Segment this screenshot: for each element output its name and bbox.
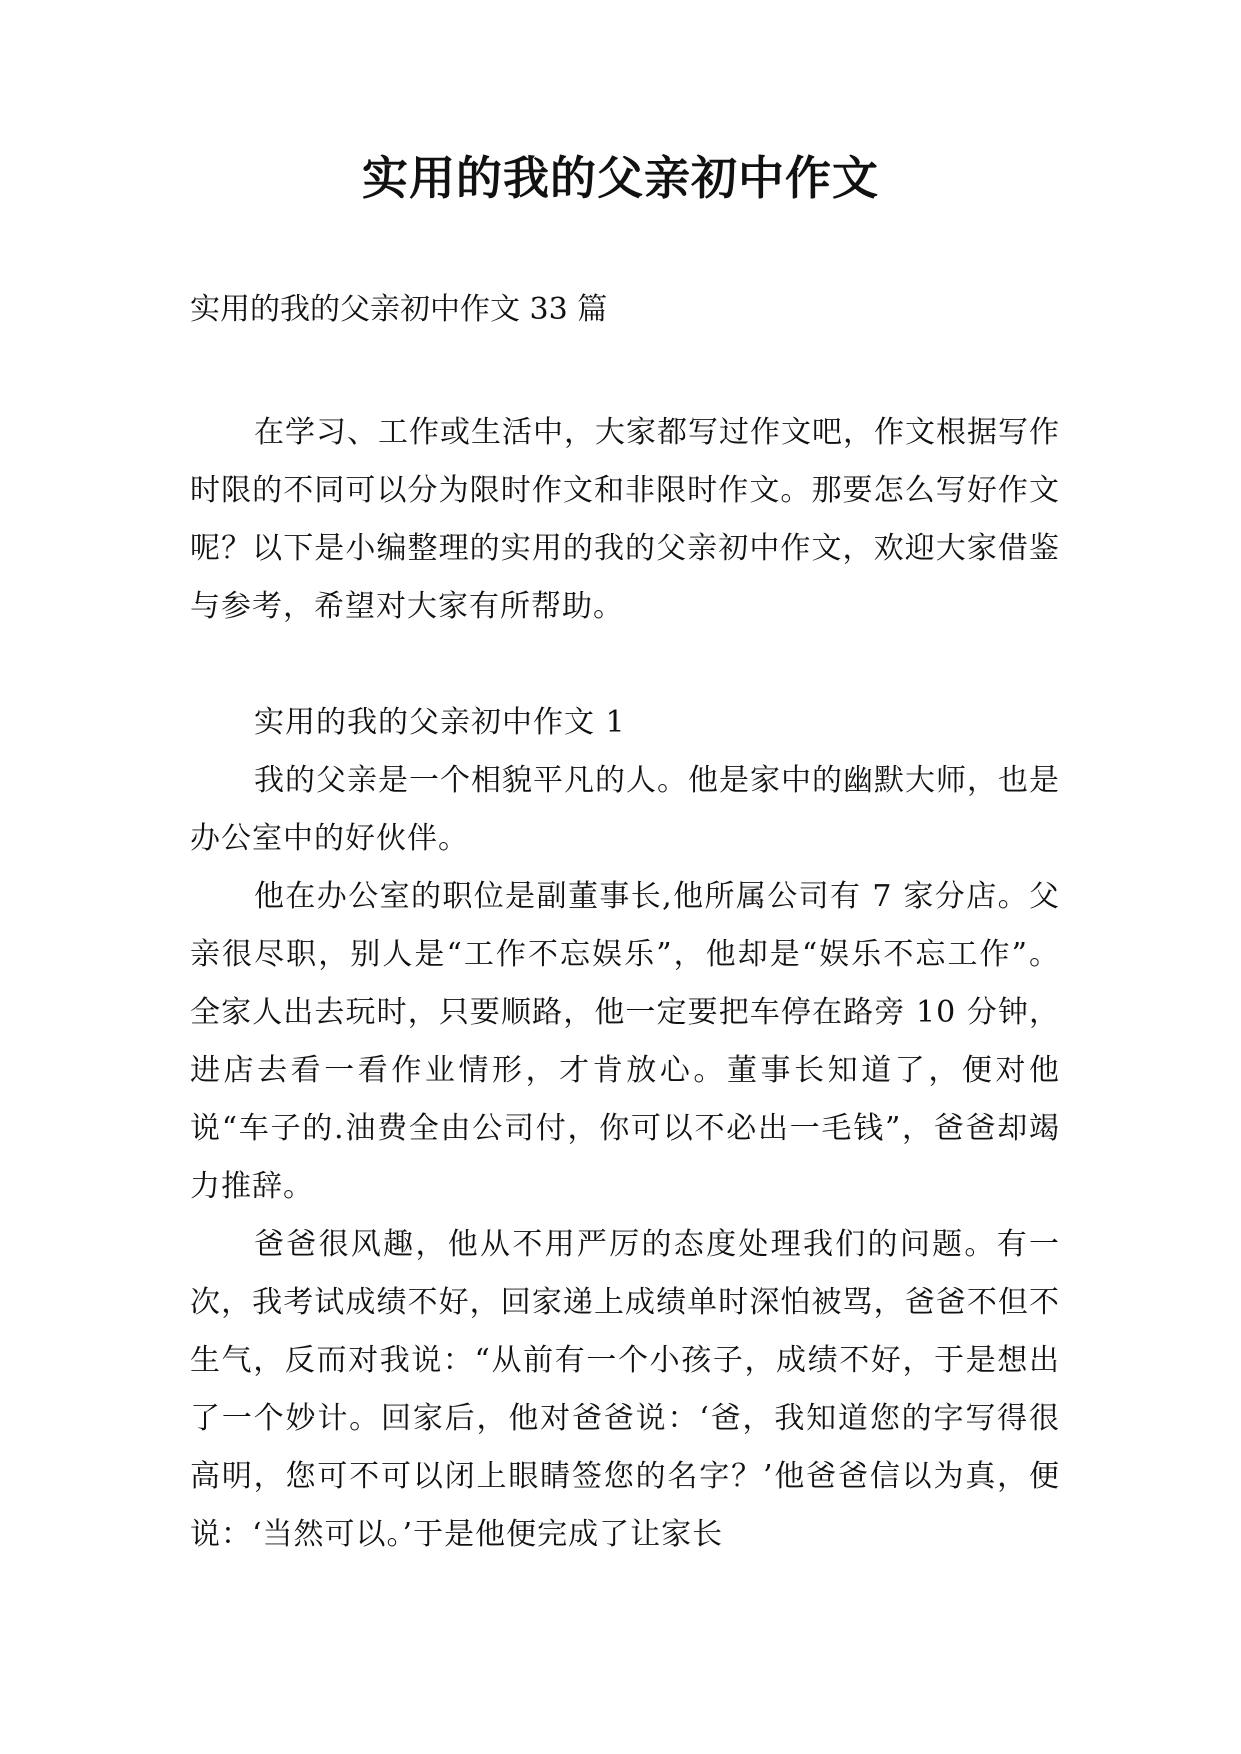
document-subtitle: 实用的我的父亲初中作文 33 篇 <box>190 292 608 327</box>
body-paragraph-1: 我的父亲是一个相貌平凡的人。他是家中的幽默大师，也是办公室中的好伙伴。 <box>190 763 1060 856</box>
intro-paragraph: 在学习、工作或生活中，大家都写过作文吧，作文根据写作时限的不同可以分为限时作文和非限时作文。那要怎么写好作文呢？以下是小编整理的实用的我的父亲初中作文，欢迎大家借鉴与参考，希望对大家有所帮助。 <box>190 415 1060 624</box>
body-paragraph-2: 他在办公室的职位是副董事长,他所属公司有 7 家分店。父亲很尽职，别人是“工作不忘娱乐”，他却是“娱乐不忘工作”。全家人出去玩时，只要顺路，他一定要把车停在路旁 10 分钟，进店去看一看作业情形，才肯放心。董事长知道了，便对他说“车子的.油费全由公司付，你可以不必出一毛钱”，爸爸却竭力推辞。 <box>190 879 1060 1204</box>
document-title: 实用的我的父亲初中作文 <box>362 151 879 205</box>
body-paragraph-3: 爸爸很风趣，他从不用严厉的态度处理我们的问题。有一次，我考试成绩不好，回家递上成绩单时深怕被骂，爸爸不但不生气，反而对我说：“从前有一个小孩子，成绩不好，于是想出了一个妙计。回家后，他对爸爸说：‘爸，我知道您的字写得很高明，您可不可以闭上眼睛签您的名字？’他爸爸信以为真，便说：‘当然可以。’于是他便完成了让家长 <box>190 1227 1060 1552</box>
section-heading: 实用的我的父亲初中作文 1 <box>254 705 626 740</box>
